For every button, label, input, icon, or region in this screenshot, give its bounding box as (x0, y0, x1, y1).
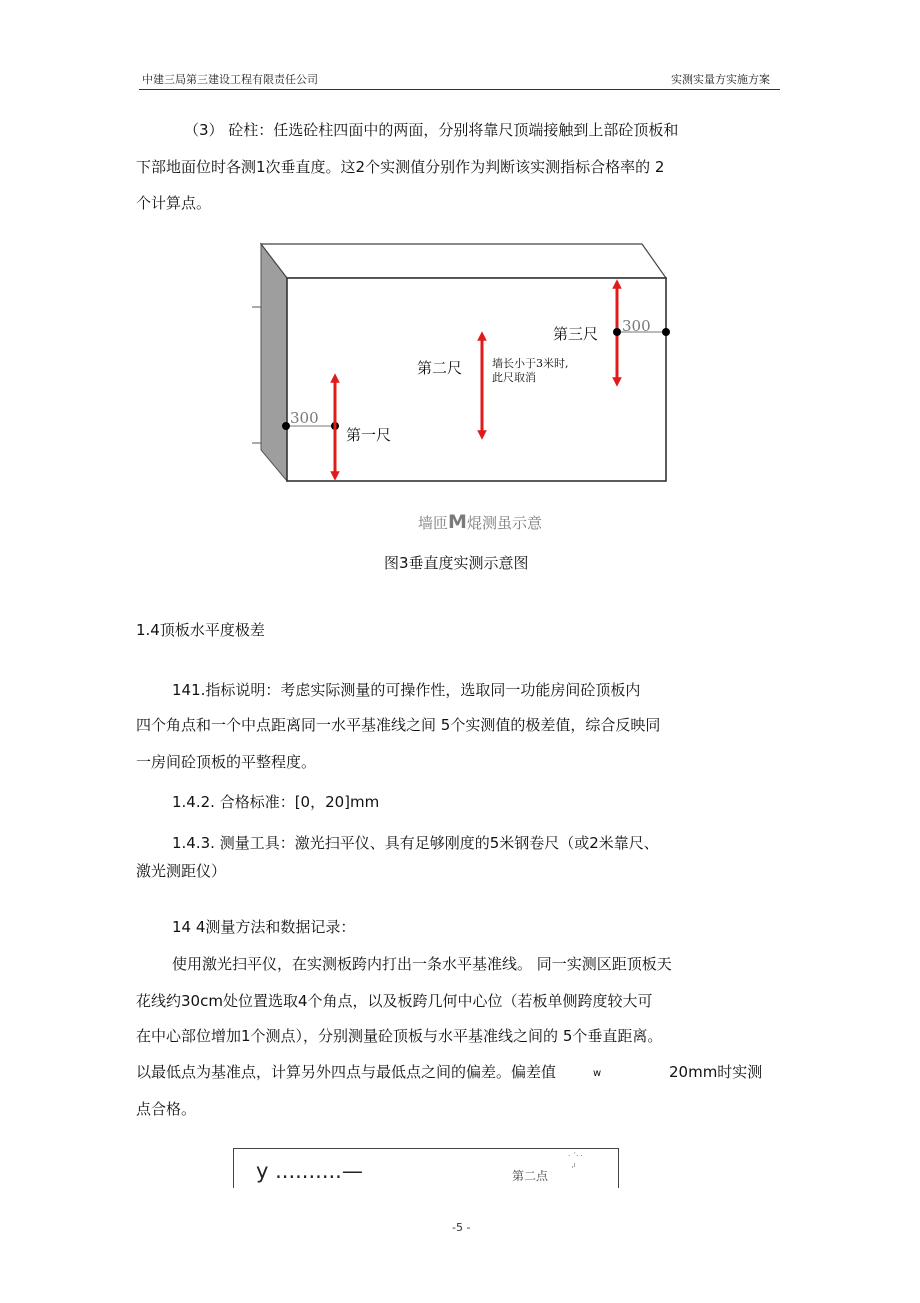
subcaption-suffix: 焜测虽示意 (466, 514, 542, 532)
s141-line1: 141.指标说明：考虑实际测量的可操作性，选取同一功能房间砼顶板内 (172, 681, 641, 699)
wall-top-face (261, 244, 666, 278)
figure4-tick: ·ˡ (571, 1163, 576, 1173)
ruler2-note-line1: 墙长小于3米时, (492, 357, 569, 370)
ruler1-label: 第一尺 (346, 426, 392, 444)
subcaption-m: M (448, 511, 467, 533)
left-dimension-text: 300 (290, 409, 319, 427)
method-line1: 使用激光扫平仪，在实测板跨内打出一条水平基准线。 同一实测区距顶板天 (172, 955, 672, 973)
ruler3-label: 第三尺 (553, 325, 599, 343)
wall-front-face (287, 278, 666, 481)
section-title: 1.4顶板水平度极差 (136, 621, 265, 639)
wall-side-face (261, 244, 287, 481)
method-w-symbol: w (593, 1068, 602, 1079)
ruler2-label: 第二尺 (417, 359, 463, 377)
subcaption-prefix: 墙匝 (418, 514, 449, 532)
ruler2-note-line2: 此尺取消 (492, 371, 536, 384)
s141-line3: 一房间砼顶板的平整程度。 (136, 753, 317, 771)
method-line4b: 20mm时实测 (669, 1063, 763, 1081)
s144-title: 14 4测量方法和数据记录： (172, 918, 356, 936)
para3-line3: 个计算点。 (136, 194, 212, 212)
figure4-partial-frame (233, 1148, 619, 1188)
figure4-second-point: 第二点 (512, 1169, 549, 1183)
header-rule (139, 89, 780, 90)
figure3-caption: 图3垂直度实测示意图 (384, 554, 529, 572)
s141-line2: 四个角点和一个中点距离同一水平基准线之间 5个实测值的极差值，综合反映同 (136, 716, 661, 734)
method-line2: 花线约30cm处位置选取4个角点，以及板跨几何中心位（若板单侧跨度较大可 (136, 992, 653, 1010)
header-company: 中建三局第三建设工程有限责任公司 (142, 73, 318, 86)
method-line5: 点合格。 (136, 1100, 197, 1118)
header-doc-title: 实测实量方实施方案 (671, 73, 770, 86)
ruler3-point (613, 328, 621, 336)
page-number: -5 - (452, 1221, 471, 1234)
right-edge-point (662, 328, 670, 336)
para3-line1: （3） 砼柱：任选砼柱四面中的两面，分别将靠尺顶端接触到上部砼顶板和 (184, 121, 679, 139)
method-line3: 在中心部位增加1个测点），分别测量砼顶板与水平基准线之间的 5个垂直距离。 (136, 1027, 663, 1045)
s143-line1: 1.4.3. 测量工具：激光扫平仪、具有足够刚度的5米钢卷尺（或2米靠尺、 (172, 834, 659, 852)
figure3-subcaption (418, 511, 542, 533)
method-line4a: 以最低点为基准点，计算另外四点与最低点之间的偏差。偏差值 (136, 1063, 557, 1081)
figure4-marks: · ˊ· · (568, 1152, 583, 1160)
para3-line2: 下部地面位时各测1次垂直度。这2个实测值分别作为判断该实测指标合格率的 2 (136, 158, 665, 176)
figure4-y-label: y ..........— (256, 1159, 363, 1183)
right-dimension-text: 300 (622, 317, 651, 335)
s142-standard: 1.4.2. 合格标准：[0，20]mm (172, 793, 380, 811)
s143-line2: 激光测距仪） (136, 862, 227, 880)
left-edge-point (282, 422, 290, 430)
wall-verticality-diagram (250, 238, 670, 490)
